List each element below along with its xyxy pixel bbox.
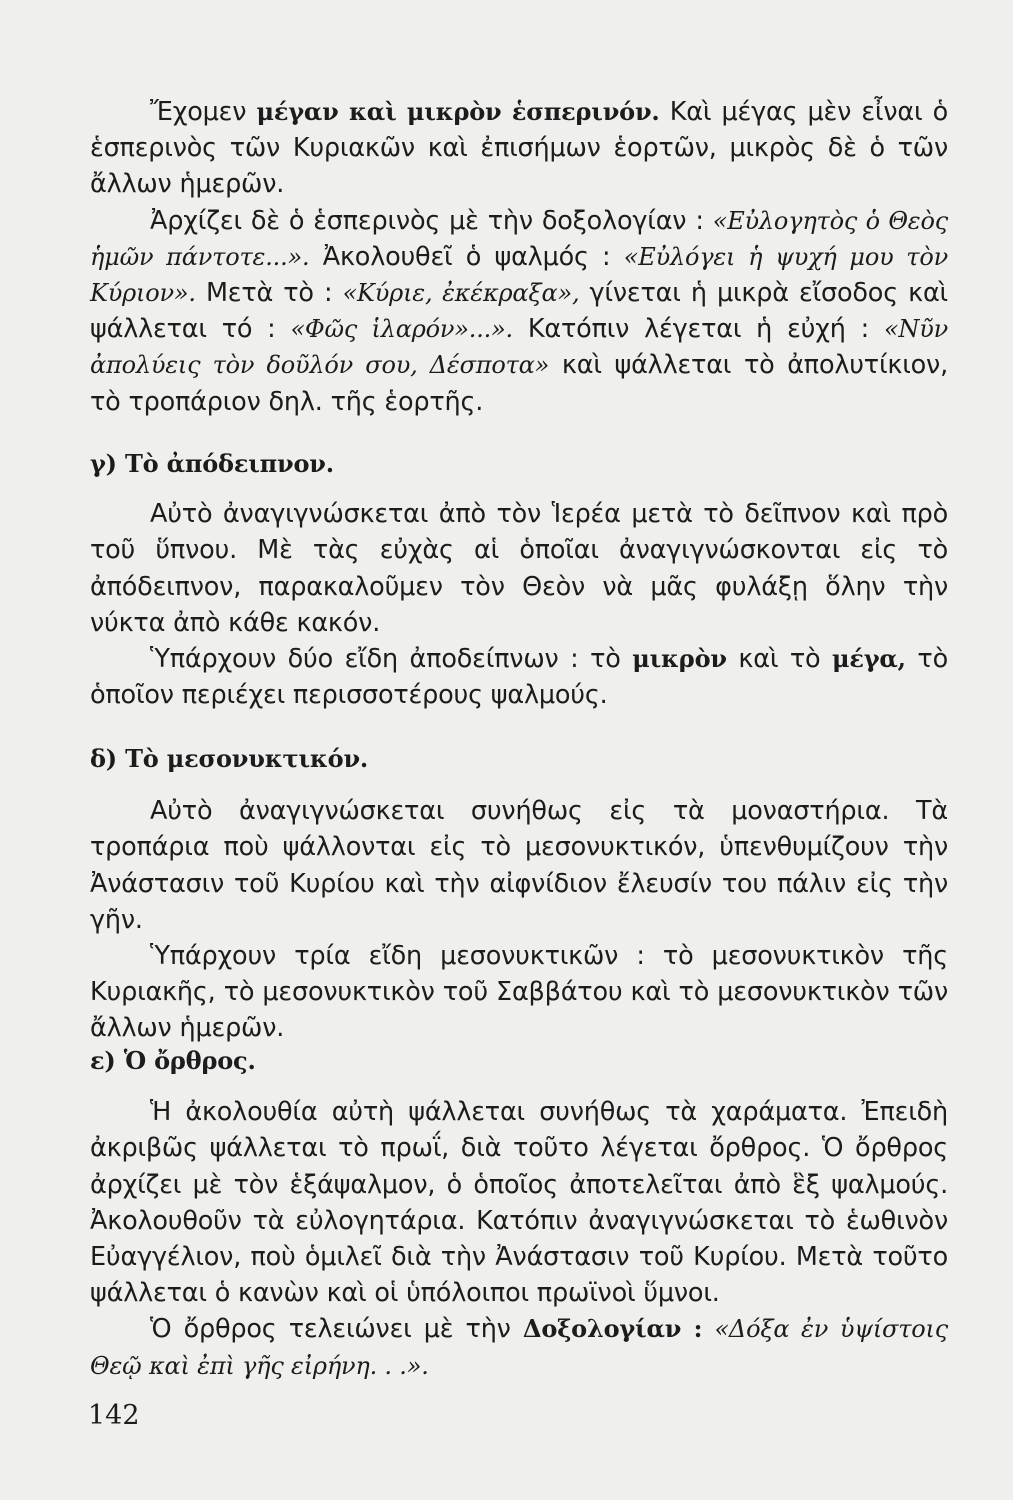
italic-text: «Εὐλόγει ἡ ψυχή μου τὸν Κύριον». [90,242,949,308]
italic-text: «Δόξα ἐν ὑψίστοις Θεῷ καὶ ἐπὶ γῆς εἰρήνη. . .». [90,1315,949,1380]
italic-text: «Εὐλογητὸς ὁ Θεὸς ἡμῶν πάντοτε...». [90,206,948,271]
page-number: 142 [88,1400,140,1431]
section-heading: ε) Ὁ ὄρθρος. [90,1046,256,1075]
bold-text: μέγα, [832,644,906,674]
paragraph [90,1311,948,1383]
text: Ἀκολουθεῖ ὁ ψαλμός : [309,241,624,272]
text: Κατόπιν λέγεται ἡ εὐχή : [512,314,884,345]
paragraph [90,641,948,713]
text: Ὑπάρχουν δύο εἴδη ἀποδείπνων : τὸ [150,644,633,675]
text: γίνεται ἡ μικρὰ εἴσοδος καὶ ψάλλεται τό : [90,278,948,345]
text: τὸ ὁποῖον περιέχει περισσοτέρους ψαλμούς. [90,644,948,711]
italic-text: «Φῶς ἱλαρόν»...». [290,315,513,344]
italic-text: «Κύριε, ἐκέκραξα», [342,279,580,308]
section-orthros [90,1043,948,1384]
text: Ἔχομεν [150,97,257,127]
text: καὶ ψάλλεται τὸ ἀπολυτίκιον, τὸ τροπάριον δηλ. τῆς ἑορτῆς. [90,350,948,417]
text: καὶ τὸ [726,644,833,675]
bold-text: μέγαν καὶ μικρὸν ἑσπερινόν. [256,97,660,126]
text: Καὶ μέγας μὲν εἶναι ὁ ἑσπερινὸς τῶν Κυριακῶν καὶ ἐπισήμων ἑορτῶν, μικρὸς δὲ ὁ τῶν ἄλλων ἡμερῶν. [90,97,949,200]
section-heading: δ) Τὸ μεσονυκτικόν. [90,744,369,773]
section-heading: γ) Τὸ ἀπόδειπνον. [90,449,334,478]
paragraph [90,203,948,420]
paragraph: Αὐτὸ ἀναγιγνώσκεται συνήθως εἰς τὰ μοναστήρια. Τὰ τροπάρια ποὺ ψάλλονται εἰς τὸ μεσονυκτικόν, ὑπενθυμίζουν τὴν Ἀνάστασιν τοῦ Κυρίου καὶ τὴν αἰφνίδιον ἔλευσίν του πάλιν εἰς τὴν γῆν. [90,796,948,935]
text: Μετὰ τὸ : [195,278,343,309]
text: Ἀρχίζει δὲ ὁ ἑσπερινὸς μὲ τὴν δοξολογίαν : [150,205,713,236]
text [702,1314,714,1344]
text: Ὁ ὄρθρος τελειώνει μὲ τὴν [150,1314,523,1345]
text-block-vespers [90,94,948,420]
bold-text: Δοξολογίαν : [522,1314,703,1344]
section-apodeipnon [90,446,948,713]
italic-text: «Νῦν ἀπολύεις τὸν δοῦλόν σου, Δέσποτα» [90,315,949,380]
paragraph: Ὑπάρχουν τρία εἴδη μεσονυκτικῶν : τὸ μεσονυκτικὸν τῆς Κυριακῆς, τὸ μεσονυκτικὸν τοῦ Σαββάτου καὶ τὸ μεσονυκτικὸν τῶν ἄλλων ἡμερῶν. [90,941,948,1044]
bold-text: μικρὸν [632,644,727,674]
section-mesonyktikon [90,741,948,1047]
paragraph [90,94,948,203]
paragraph: Αὐτὸ ἀναγιγνώσκεται ἀπὸ τὸν Ἱερέα μετὰ τὸ δεῖπνον καὶ πρὸ τοῦ ὕπνου. Μὲ τὰς εὐχὰς αἱ ὁποῖαι ἀναγιγνώσκονται εἰς τὸ ἀπόδειπνον, παρακαλοῦμεν τὸν Θεὸν νὰ μᾶς φυλάξῃ ὅλην τὴν νύκτα ἀπὸ κάθε κακόν. [90,499,948,638]
paragraph: Ἡ ἀκολουθία αὐτὴ ψάλλεται συνήθως τὰ χαράματα. Ἐπειδὴ ἀκριβῶς ψάλλεται τὸ πρωΐ, διὰ τοῦτο λέγεται ὄρθρος. Ὁ ὄρθρος ἀρχίζει μὲ τὸν ἑξάψαλμον, ὁ ὁποῖος ἀποτελεῖται ἀπὸ ἓξ ψαλμούς. Ἀκολουθοῦν τὰ εὐλογητάρια. Κατόπιν ἀναγιγνώσκεται τὸ ἑωθινὸν Εὐαγγέλιον, ποὺ ὁμιλεῖ διὰ τὴν Ἀνάστασιν τοῦ Κυρίου. Μετὰ τοῦτο ψάλλεται ὁ κανὼν καὶ οἱ ὑπόλοιποι πρωϊνοὶ ὕμνοι. [90,1097,948,1309]
